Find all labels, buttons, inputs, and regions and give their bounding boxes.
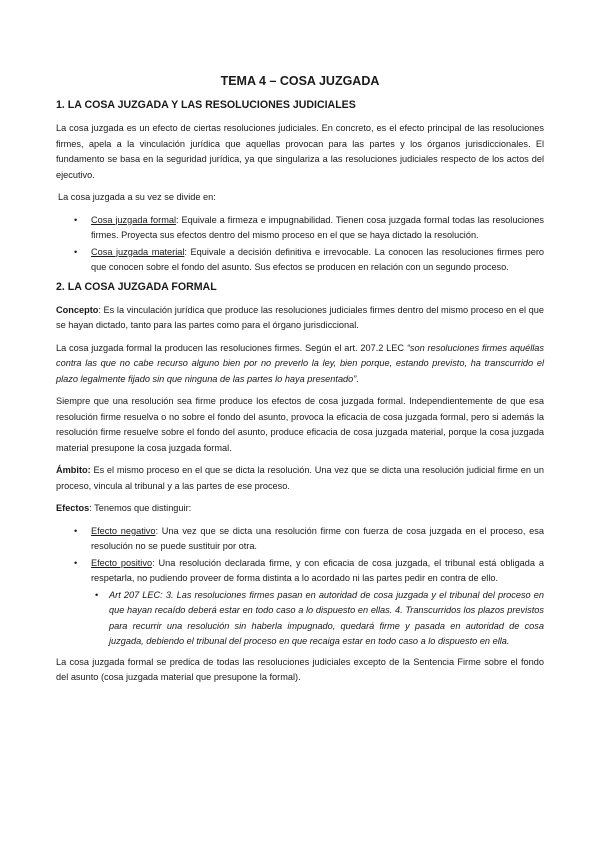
section-1-intro: La cosa juzgada es un efecto de ciertas resoluciones judiciales. En concreto, es el efecto principal de las resoluciones firmes, apela a la vinculación jurídica que aquellas provocan para las partes y los órganos jurisdiccionales. El fundamento se basa en la seguridad jurídica, ya que singulariza a las resoluciones judiciales respecto de los actos del ejecutivo. [56, 123, 544, 180]
ambito-label: Ámbito: [56, 465, 91, 475]
ambito-paragraph [56, 463, 544, 494]
list-item-term: Efecto positivo [91, 557, 153, 568]
article-paragraph [56, 341, 544, 388]
section-1-heading: 1. LA COSA JUZGADA Y LAS RESOLUCIONES JUDICIALES [56, 99, 356, 111]
siempre-paragraph: Siempre que una resolución sea firme produce los efectos de cosa juzgada formal. Independientemente de que esa resolución firme resuelva o no sobre el fondo del asunto, provoca la eficacia de cosa juzgada formal, pero si además la resolución firme resuelve sobre el fondo del asunto, produce eficacia de cosa juzgada material, porque la cosa juzgada material presupone la cosa juzgada formal. [56, 396, 544, 453]
efectos-paragraph [56, 501, 544, 517]
concepto-text: : Es la vinculación jurídica que produce las resoluciones judiciales firmes dentro del mismo proceso en el que se hayan dictado, tanto para las partes como para el órgano jurisdiccional. [56, 304, 544, 330]
efectos-list [56, 524, 544, 650]
section-1-division: La cosa juzgada a su vez se divide en: [58, 192, 216, 202]
list-item [56, 245, 544, 276]
bullet-icon: • [74, 214, 78, 225]
list-item-term: Cosa juzgada material [91, 246, 185, 257]
ambito-text: Es el mismo proceso en el que se dicta la resolución. Una vez que se dicta una resolución judicial firme en un proceso, vincula al tribunal y a las partes de ese proceso. [56, 465, 544, 491]
page-title: TEMA 4 – COSA JUZGADA [220, 74, 380, 88]
concepto-label: Concepto [56, 304, 99, 315]
list-item [56, 524, 544, 555]
list-item-text: : Una vez que se dicta una resolución firme con fuerza de cosa juzgada en el proceso, esa resolución no se puede sustituir por otra. [91, 525, 544, 551]
list-item-text: : Equivale a decisión definitiva e irrevocable. La conocen las resoluciones firmes pero que conocen sobre el fondo del asunto. Sus efectos se producen en relación con un segundo proceso. [91, 246, 544, 272]
nested-list [91, 588, 544, 650]
article-intro: La cosa juzgada formal la producen las resoluciones firmes. Según el art. 207.2 LEC [56, 342, 407, 353]
division-list [56, 213, 544, 276]
closing-paragraph: La cosa juzgada formal se predica de todas las resoluciones judiciales excepto de la Sentencia Firme sobre el fondo del asunto (cosa juzgada material que presupone la formal). [56, 656, 544, 682]
list-item-text: : Una resolución declarada firme, y con eficacia de cosa juzgada, el tribunal está obligada a respetarla, no pudiendo proveer de forma distinta a lo acordado ni las partes pedir en contra de ello. [91, 557, 544, 583]
article-quote: “son resoluciones firmes aquéllas contra las que no cabe recurso alguno bien por no preverlo la ley, bien porque, estando previsto, ha transcurrido el plazo legalmente fijado sin que ninguna de las partes lo haya presentado”. [56, 342, 544, 384]
section-2-heading: 2. LA COSA JUZGADA FORMAL [56, 280, 217, 293]
bullet-icon: • [74, 246, 78, 257]
efectos-text: : Tenemos que distinguir: [89, 503, 192, 513]
nested-list-item [91, 588, 544, 650]
nested-list-text: Art 207 LEC: 3. Las resoluciones firmes pasan en autoridad de cosa juzgada y el tribunal del proceso en que hayan recaído deberá estar en todo caso a lo dispuesto en ellas. 4. Transcurridos los plazos previstos para recurrir una resolución sin haberla impugnado, quedará firme y pasada en autoridad de cosa juzgada, debiendo el tribunal del proceso en que recaiga estar en todo caso a lo dispuesto en ella. [109, 589, 544, 646]
bullet-icon: • [95, 589, 99, 600]
efectos-label: Efectos [56, 503, 90, 513]
list-item [56, 213, 544, 244]
concepto-paragraph [56, 303, 544, 334]
bullet-icon: • [74, 557, 78, 568]
list-item-term: Efecto negativo [91, 525, 156, 536]
list-item-text: : Equivale a firmeza e impugnabilidad. Tienen cosa juzgada formal todas las resoluciones firmes. Proyecta sus efectos dentro del mismo proceso en el que se haya dictado la resolución. [91, 214, 545, 240]
list-item-term: Cosa juzgada formal [91, 214, 176, 225]
bullet-icon: • [74, 525, 78, 536]
list-item [56, 556, 544, 650]
